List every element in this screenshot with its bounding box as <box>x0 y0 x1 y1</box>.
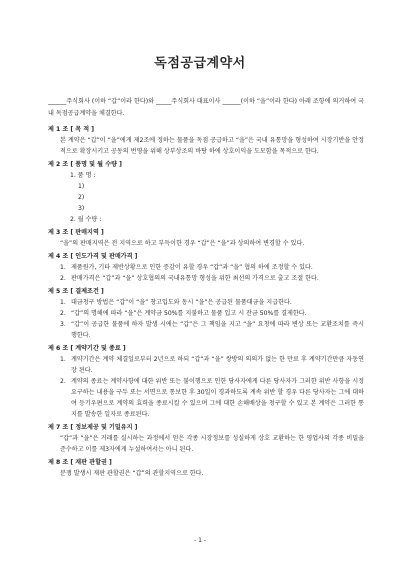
list-number: 2. <box>60 310 66 317</box>
page-title: 독점공급계약서 <box>154 56 246 71</box>
list-text: 판매가격은 “갑”과 “을” 상호협의의 국내유통망 형성을 위한 최선의 가격으로 출고 조절 한다. <box>71 275 319 282</box>
article-paragraph: 분쟁 발생시 재판 관할권은 “갑”의 관할지역으로 한다. <box>60 470 204 477</box>
contract-body <box>48 124 364 479</box>
article-heading: 제 7 조 [ 정보제공 및 기밀유지 ] <box>48 424 138 431</box>
list-text: 제품원가, 기타 제반상황으로 인한 증감이 유할 경우 “갑”과 “을” 협의 하에 조정할 수 있다. <box>71 264 313 271</box>
list-text: 대금청구 방법은 “갑”이 “을” 창고입도와 동시 “을”은 공급된 물품대금을 지급한다. <box>71 299 292 306</box>
list-item: 2. 월 수량 : <box>70 216 102 223</box>
list-text: 계약의 종료는 계약사항에 대한 위반 또는 불이행으로 인한 당사자에게 다른 당사자가 그러한 위반 사항을 시정 요구하는 내용을 구두 또는 서면으로 통보한 후 30일이 경과하도록 계속 위반 할 경우 다른 당사자는 그에 대하여 등기우편으로 계약의 효력을 종료시킬 수 있으며 그에 대한 손해배상을 청구할 수 있고 본 계약은 그러한 통지를 발송한 일자로 종료된다. <box>71 378 364 418</box>
list-number: 1. <box>60 264 66 271</box>
list-item <box>60 354 364 376</box>
page-number: - 1 - <box>194 537 206 544</box>
list-item: 3) <box>78 205 85 212</box>
list-number: 2. <box>60 378 66 385</box>
article-paragraph: “갑”과 “을”은 거래를 실시하는 과정에서 얻은 각종 시장정보를 성실하게 상호 교환하는 한 영업사의 각종 비밀을 준수하고 이를 제3자에게 누설하여서는 아니 된다. <box>60 435 364 453</box>
list-item: 1) <box>78 183 85 190</box>
article-heading: 제 3 조 [ 판매지역 ] <box>48 229 104 236</box>
list-text: “갑”이 공급한 물품에 하자 발생 시에는 “갑”은 그 책임을 지고 “을” 요청에 따라 변상 또는 교환조치를 즉시 행한다. <box>71 321 364 339</box>
list-item <box>60 308 364 319</box>
list-item <box>60 262 364 273</box>
list-item <box>60 319 364 341</box>
list-text: 계약기간은 계약 체결일로부터 2년으로 하되 “갑”과 “을” 쌍방의 의의가 없는 한 만료 후 계약기간만큼 자동연장 된다. <box>71 356 364 374</box>
list-item <box>60 297 364 308</box>
article-paragraph: 본 계약은 “갑”이 “을”에게 제2조에 정하는 물품을 독점 공급하고 “을”은 국내 유통망을 형성하여 시장기반을 안정적으로 확장시키고 공동의 번영을 위해 상부상조의 바탕 하에 상호이익을 도모함을 목적으로 한다. <box>60 137 364 155</box>
list-item <box>60 273 364 284</box>
article-heading: 제 1 조 [ 목 적 ] <box>48 126 95 133</box>
list-number: 2. <box>60 275 66 282</box>
list-number: 1. <box>60 299 66 306</box>
article-heading: 제 2 조 [ 품명 및 월 수량 ] <box>48 161 122 168</box>
article-heading: 제 8 조 [ 재판 관할권 ] <box>48 459 112 466</box>
list-number: 1. <box>60 356 66 363</box>
list-text: “갑”의 명해에 따라 “을”은 계약금 50%를 지불하고 물품 입고 시 잔금 50%를 결제한다. <box>71 310 307 317</box>
article-heading: 제 5 조 [ 결제조건 ] <box>48 288 104 295</box>
list-number: 3. <box>60 321 66 328</box>
list-item <box>60 376 364 420</box>
list-item: 2) <box>78 194 85 201</box>
article-heading: 제 4 조 [ 인도가격 및 판매가격 ] <box>48 253 138 260</box>
article-heading: 제 6 조 [ 계약기간 및 종료 ] <box>48 345 126 352</box>
list-item: 1. 품 명 : <box>70 172 96 179</box>
article-paragraph: “을”의 판매지역은 전 지역으로 하고 부득이한 경우 “갑”은 “을”과 상의하여 변경할 수 있다. <box>60 240 305 247</box>
intro-paragraph: ______주식회사 (이하 “갑”이라 한다)와 _____주식회사 대표이사 ______(이하 “을”이라 한다) 아래 조항에 의거하여 국내 독점공급계약을 체결한다. <box>48 98 364 117</box>
